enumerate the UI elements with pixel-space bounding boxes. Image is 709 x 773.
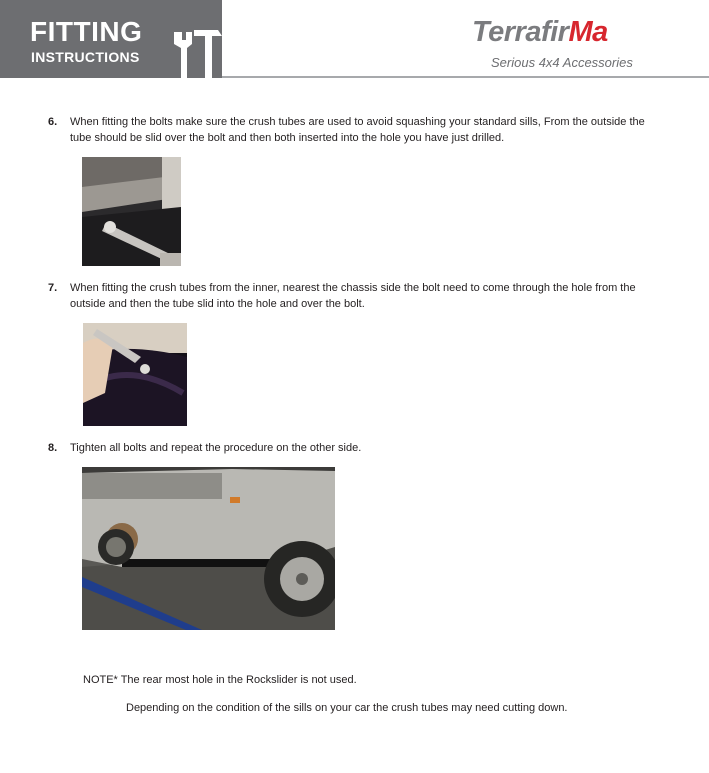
spanner-hammer-icon xyxy=(168,26,224,78)
step-text: When fitting the crush tubes from the inner, nearest the chassis side the bolt need to come through the hole from the outside and then the tube slid into the hole and over the bolt. xyxy=(70,282,636,310)
brand-tagline: Serious 4x4 Accessories xyxy=(491,55,633,70)
step-text: Tighten all bolts and repeat the procedure on the other side. xyxy=(70,442,362,454)
header-subtitle: INSTRUCTIONS xyxy=(31,49,140,65)
note-detail-text: Depending on the condition of the sills on your car the crush tubes may need cutting down. xyxy=(126,702,568,714)
header-title: FITTING xyxy=(30,16,143,47)
photo-bolt-crush-tube xyxy=(82,157,181,266)
step-8 xyxy=(48,440,668,456)
header-rule xyxy=(222,76,709,78)
step-number: 6. xyxy=(48,116,58,128)
brand-logo: TerrafirMa xyxy=(472,16,608,48)
step-7 xyxy=(48,280,668,312)
step-6 xyxy=(48,114,668,146)
photo-vehicle-rockslider xyxy=(82,467,335,630)
step-text: When fitting the bolts make sure the crush tubes are used to avoid squashing your standard sills, From the outside the tube should be slid over the bolt and then both inserted into the hole you have just drilled. xyxy=(70,116,645,144)
note-text: NOTE* The rear most hole in the Rockslider is not used. xyxy=(83,674,357,686)
step-number: 7. xyxy=(48,282,58,294)
step-number: 8. xyxy=(48,442,58,454)
photo-bolt-through-hole xyxy=(83,323,187,426)
